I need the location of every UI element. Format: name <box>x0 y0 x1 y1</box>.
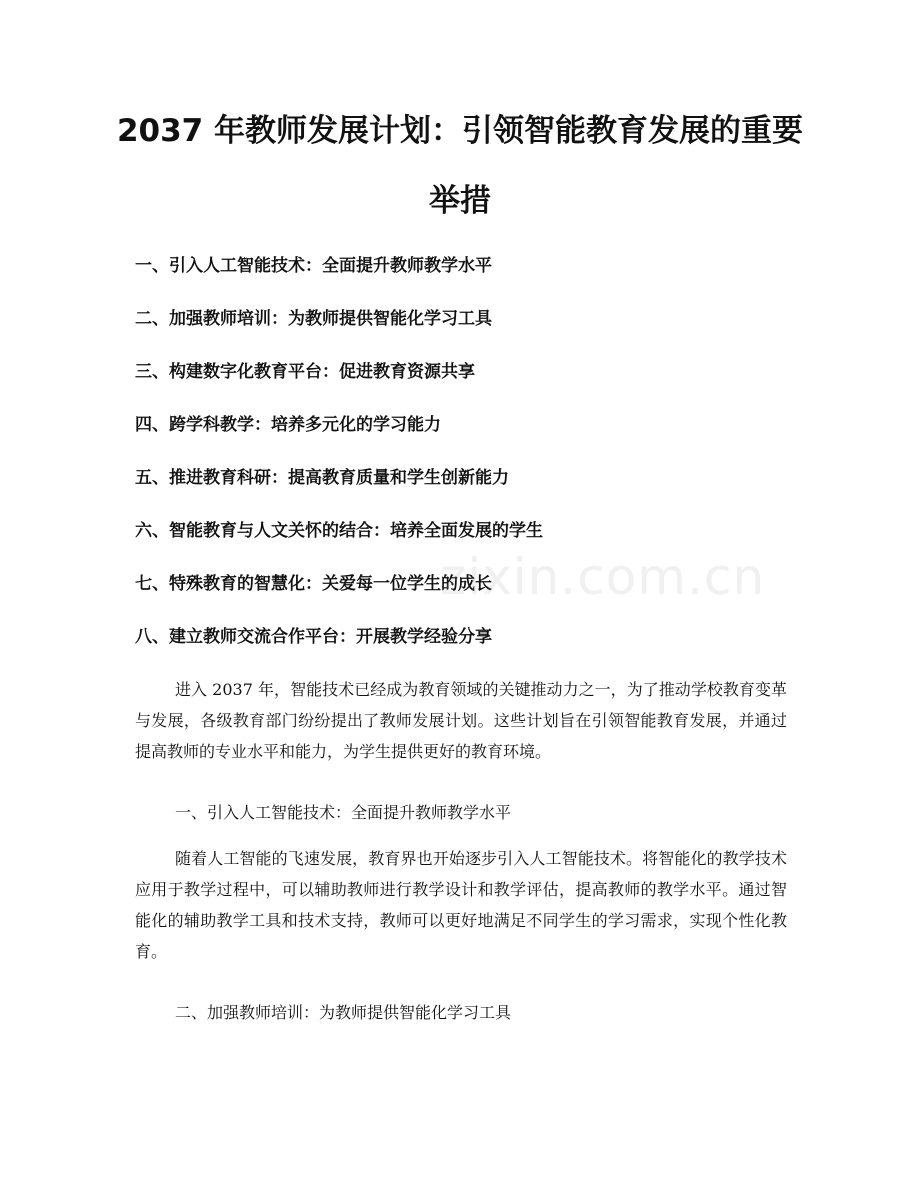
intro-paragraph: 进入 2037 年，智能技术已经成为教育领域的关键推动力之一，为了推动学校教育变革与发展，各级教育部门纷纷提出了教师发展计划。这些计划旨在引领智能教育发展，并通过提高教师的专业水平和能力，为学生提供更好的教育环境。 <box>135 680 787 761</box>
watermark: zixin.com.cn <box>440 548 766 606</box>
toc-item: 一、引入人工智能技术：全面提升教师教学水平 <box>135 256 492 276</box>
section-2-heading: 二、加强教师培训：为教师提供智能化学习工具 <box>175 1003 512 1022</box>
toc-item: 四、跨学科教学：培养多元化的学习能力 <box>135 415 441 435</box>
section-1-paragraph: 随着人工智能的飞速发展，教育界也开始逐步引入人工智能技术。将智能化的教学技术应用于教学过程中，可以辅助教师进行教学设计和教学评估，提高教师的教学水平。通过智能化的辅助教学工具和技术支持，教师可以更好地满足不同学生的学习需求，实现个性化教育。 <box>135 849 787 961</box>
toc-item: 六、智能教育与人文关怀的结合：培养全面发展的学生 <box>135 521 543 541</box>
section-1-heading: 一、引入人工智能技术：全面提升教师教学水平 <box>175 803 512 822</box>
table-of-contents <box>135 250 795 674</box>
toc-item: 三、构建数字化教育平台：促进教育资源共享 <box>135 362 475 382</box>
toc-item: 八、建立教师交流合作平台：开展教学经验分享 <box>135 627 492 647</box>
toc-item: 二、加强教师培训：为教师提供智能化学习工具 <box>135 309 492 329</box>
toc-item: 五、推进教育科研：提高教育质量和学生创新能力 <box>135 468 509 488</box>
toc-item: 七、特殊教育的智慧化：关爱每一位学生的成长 <box>135 574 492 594</box>
document-title: 2037 年教师发展计划：引领智能教育发展的重要举措 <box>116 113 804 219</box>
